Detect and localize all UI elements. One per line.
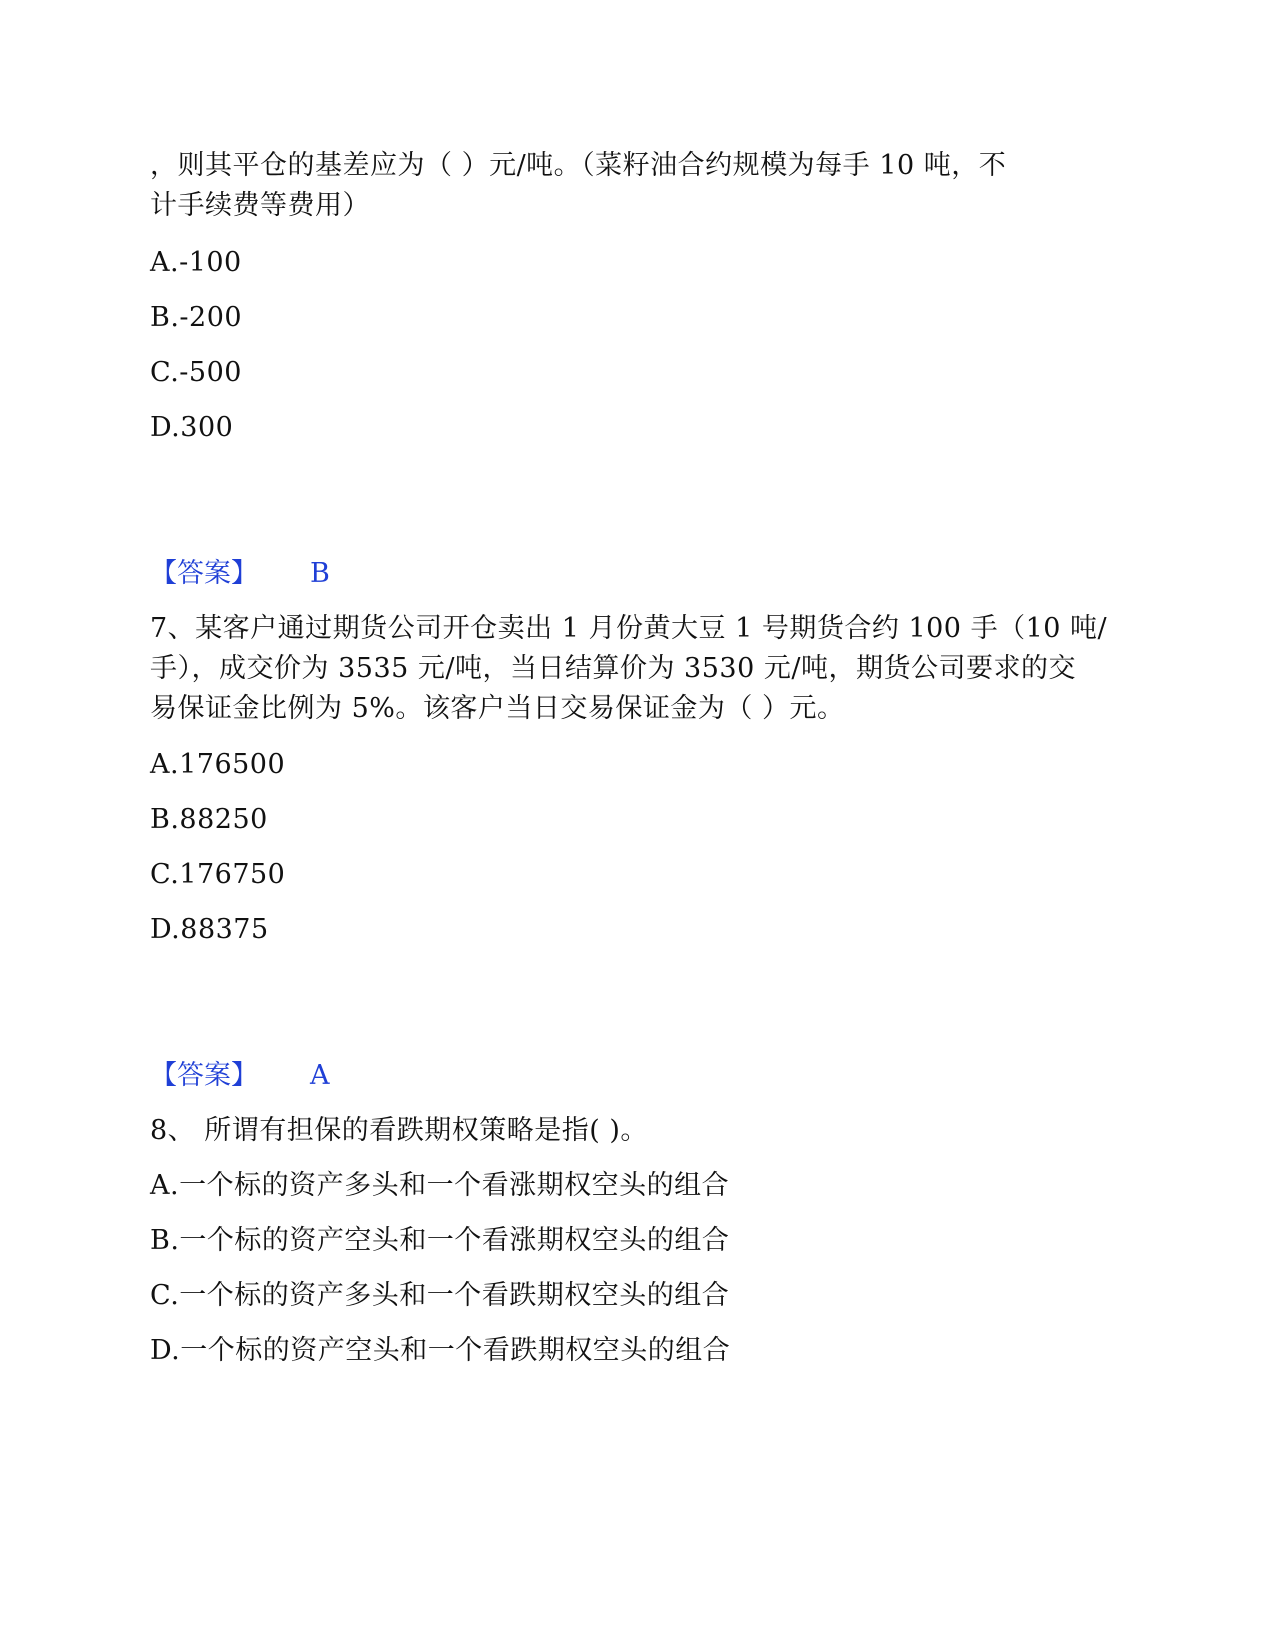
q7-option-c: C.176750 [150, 859, 286, 890]
q7-stem-line-1: 7、某客户通过期货公司开仓卖出 1 月份黄大豆 1 号期货合约 100 手（10 吨/ [150, 613, 1108, 644]
q6-option-b: B.-200 [150, 302, 243, 333]
q7-answer-label: 【答案】 [150, 1060, 258, 1091]
q6-stem-line-1: ，则其平仓的基差应为（ ）元/吨。（菜籽油合约规模为每手 10 吨，不 [150, 150, 1007, 181]
q6-answer [150, 554, 330, 594]
q6-option-a: A.-100 [150, 247, 242, 278]
q7-stem-line-3: 易保证金比例为 5%。该客户当日交易保证金为（ ）元。 [150, 693, 845, 724]
q7-option-a: A.176500 [150, 749, 286, 780]
q7-stem-line-2: 手），成交价为 3535 元/吨，当日结算价为 3530 元/吨，期货公司要求的交 [150, 653, 1076, 684]
q6-answer-label: 【答案】 [150, 558, 258, 589]
q8-option-d: D.一个标的资产空头和一个看跌期权空头的组合 [150, 1335, 731, 1366]
q8-stem-line-1: 8、 所谓有担保的看跌期权策略是指( )。 [150, 1115, 648, 1146]
q8-option-b: B.一个标的资产空头和一个看涨期权空头的组合 [150, 1225, 730, 1256]
q7-option-b: B.88250 [150, 804, 268, 835]
q7-answer [150, 1056, 330, 1096]
q6-option-d: D.300 [150, 412, 234, 443]
q7-option-d: D.88375 [150, 914, 269, 945]
q7-answer-value: A [310, 1060, 330, 1091]
q8-option-c: C.一个标的资产多头和一个看跌期权空头的组合 [150, 1280, 730, 1311]
q6-stem-line-2: 计手续费等费用） [150, 190, 370, 221]
q6-answer-value: B [310, 558, 330, 589]
q8-option-a: A.一个标的资产多头和一个看涨期权空头的组合 [150, 1170, 730, 1201]
q6-option-c: C.-500 [150, 357, 242, 388]
